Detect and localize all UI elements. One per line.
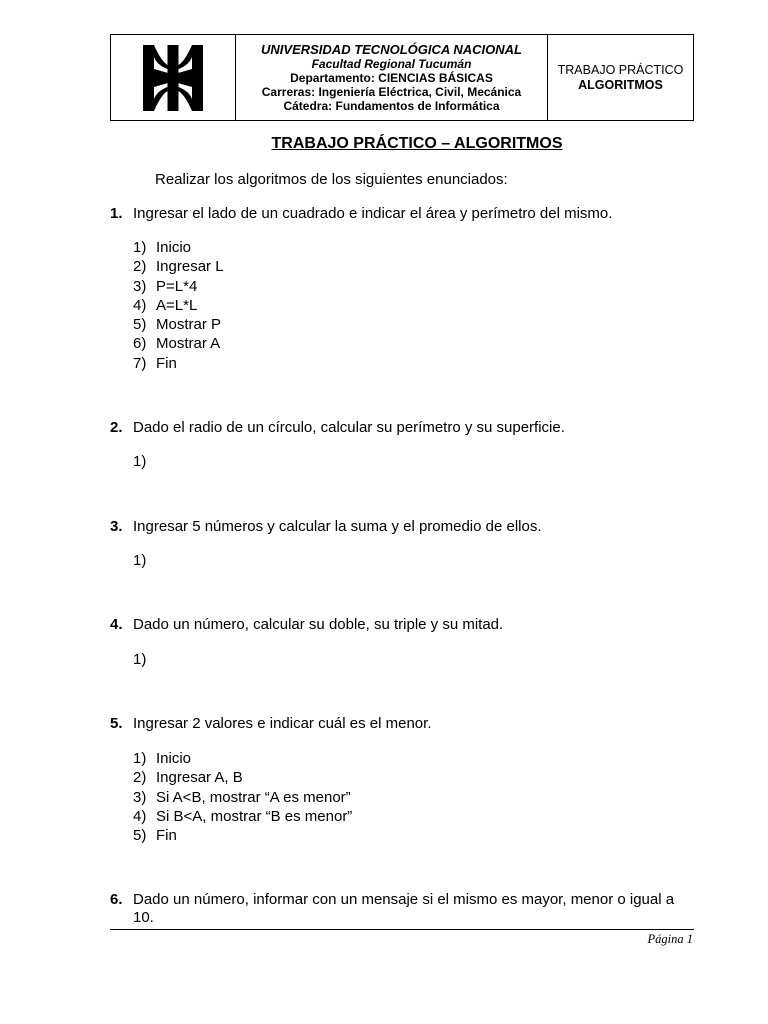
- question-number: 4.: [110, 616, 123, 633]
- question-text: Dado un número, calcular su doble, su triple y su mitad.: [133, 616, 504, 633]
- list-item: 3) P=L*4: [133, 277, 198, 295]
- question-number: 1.: [110, 205, 123, 222]
- list-item: 3) Si A<B, mostrar “A es menor”: [133, 788, 351, 806]
- university-name: UNIVERSIDAD TECNOLÓGICA NACIONAL: [261, 41, 522, 57]
- question-text: Dado el radio de un círculo, calcular su perímetro y su superficie.: [133, 419, 565, 436]
- question-text: Dado un número, informar con un mensaje si el mismo es mayor, menor o igual a 10.: [133, 891, 675, 926]
- question-5-steps: [133, 749, 352, 845]
- question-number: 5.: [110, 715, 123, 732]
- question-3-steps: [133, 551, 156, 570]
- list-item: 1): [133, 651, 147, 668]
- institution-info: [236, 35, 548, 120]
- list-item: 1) Inicio: [133, 750, 192, 767]
- intro-text: Realizar los algoritmos de los siguientes enunciados:: [155, 171, 508, 188]
- doc-type-label: TRABAJO PRÁCTICO: [557, 62, 684, 77]
- question-1: [110, 205, 694, 223]
- faculty-name: Facultad Regional Tucumán: [311, 56, 472, 71]
- question-1-steps: [133, 238, 224, 373]
- list-item: 1) Inicio: [133, 239, 192, 256]
- question-number: 3.: [110, 518, 123, 535]
- list-item: 7) Fin: [133, 354, 177, 372]
- footer-divider: [110, 929, 694, 930]
- careers-list: Carreras: Ingeniería Eléctrica, Civil, Mecánica: [261, 84, 522, 99]
- list-item: 1): [133, 453, 147, 470]
- chair-name: Cátedra: Fundamentos de Informática: [283, 98, 500, 113]
- question-text: Ingresar 5 números y calcular la suma y el promedio de ellos.: [133, 518, 542, 535]
- question-text: Ingresar 2 valores e indicar cuál es el menor.: [133, 715, 432, 732]
- question-6: [110, 891, 694, 927]
- question-number: 2.: [110, 419, 123, 436]
- doc-subject-label: ALGORITMOS: [578, 77, 663, 92]
- document-header: [110, 34, 694, 121]
- question-2: [110, 419, 694, 437]
- list-item: 2) Ingresar A, B: [133, 769, 243, 787]
- page-title: TRABAJO PRÁCTICO – ALGORITMOS: [271, 135, 563, 152]
- list-item: 2) Ingresar L: [133, 258, 224, 276]
- document-type: [548, 35, 693, 120]
- question-number: 6.: [110, 891, 123, 908]
- question-text: Ingresar el lado de un cuadrado e indicar el área y perímetro del mismo.: [133, 205, 613, 222]
- question-2-steps: [133, 452, 156, 471]
- list-item: 5) Mostrar P: [133, 316, 222, 334]
- list-item: 1): [133, 552, 147, 569]
- logo-cell: [111, 35, 236, 120]
- list-item: 6) Mostrar A: [133, 335, 221, 353]
- question-4-steps: [133, 650, 156, 669]
- question-3: [110, 518, 694, 536]
- list-item: 4) Si B<A, mostrar “B es menor”: [133, 807, 353, 825]
- list-item: 5) Fin: [133, 827, 177, 845]
- list-item: 4) A=L*L: [133, 296, 198, 314]
- department-name: Departamento: CIENCIAS BÁSICAS: [290, 70, 493, 85]
- question-5: [110, 715, 694, 733]
- utn-logo-icon: [137, 39, 209, 117]
- page-number: Página 1: [647, 932, 693, 946]
- question-4: [110, 616, 694, 634]
